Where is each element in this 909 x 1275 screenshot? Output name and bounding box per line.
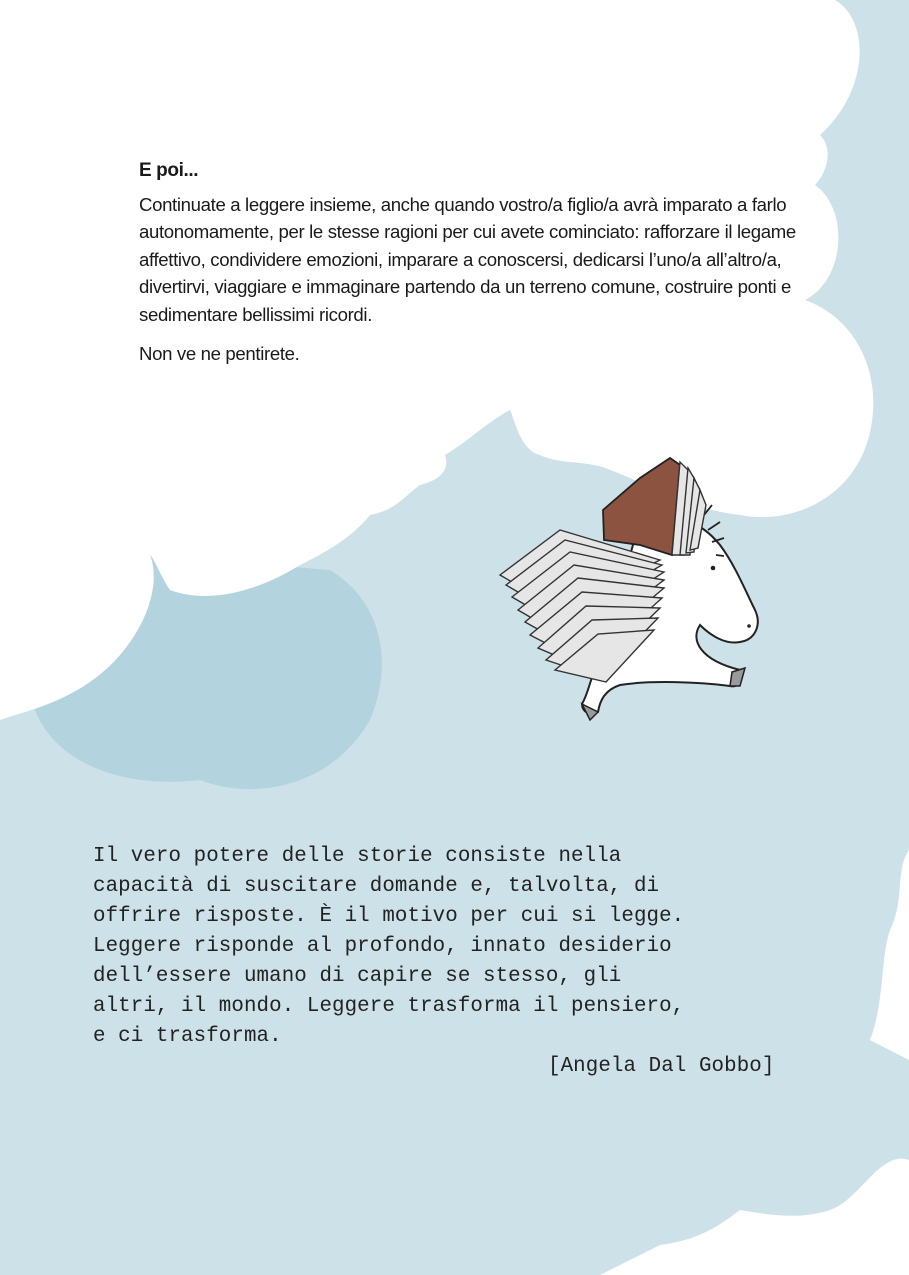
quote-text: Il vero potere delle storie consiste nella capacità di suscitare domande e, talvolta, di offrire risposte. È il motivo per cui si legge. Leggere risponde al profondo, innato desiderio dell’essere umano di capire se stesso, gli altri, il mondo. Leggere trasforma il pensiero, e ci trasforma. bbox=[93, 845, 685, 1048]
closing-line: Non ve ne pentirete. bbox=[139, 343, 300, 365]
intro-paragraph: Continuate a leggere insieme, anche quando vostro/a figlio/a avrà imparato a farlo autonomamente, per le stesse ragioni per cui avete cominciato: rafforzare il legame affettivo, condividere emozioni, imparare a conoscersi, dedicarsi l’uno/a all’altro/a, divertirvi, viaggiare e immaginare partendo da un terreno comune, costruire ponti e sedimentare bellissimi ricordi. bbox=[139, 194, 796, 325]
intro-section bbox=[139, 160, 819, 367]
quote-author: [Angela Dal Gobbo] bbox=[548, 1055, 775, 1078]
book-cover-icon bbox=[603, 458, 680, 555]
section-heading: E poi... bbox=[139, 160, 199, 181]
horse-eye bbox=[711, 566, 716, 571]
horse-nostril bbox=[747, 624, 751, 628]
